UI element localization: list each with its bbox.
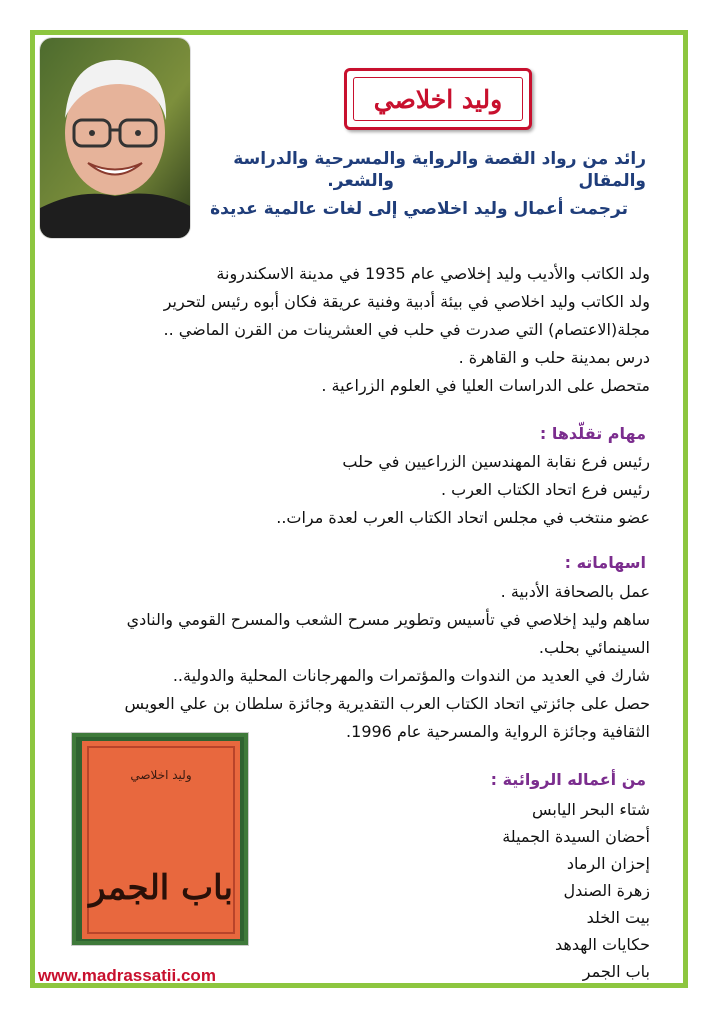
list-item: شارك في العديد من الندوات والمؤتمرات والمهرجانات المحلية والدولية.. xyxy=(172,666,650,685)
contributions-heading: اسهاماته : xyxy=(564,553,646,572)
intro-line-1: رائد من رواد القصة والرواية والمسرحية والدراسة والمقال xyxy=(233,149,646,191)
list-item: السينمائي بحلب. xyxy=(538,638,650,657)
bio-line: ولد الكاتب وليد اخلاصي في بيئة أدبية وفنية عريقة فكان أبوه رئيس لتحرير xyxy=(163,292,650,311)
list-item: باب الجمر xyxy=(582,962,650,981)
list-item: الثقافية وجائزة الرواية والمسرحية عام 1996. xyxy=(346,722,650,741)
list-item: بيت الخلد xyxy=(586,908,650,927)
list-item: عضو منتخب في مجلس اتحاد الكتاب العرب لعدة مرات.. xyxy=(276,508,650,527)
intro-line-2: والشعر. xyxy=(327,171,394,191)
list-item: ساهم وليد إخلاصي في تأسيس وتطوير مسرح الشعب والمسرح القومي والنادي xyxy=(126,610,650,629)
page-title: وليد اخلاصي xyxy=(373,85,503,114)
website-link[interactable]: www.madrassatii.com xyxy=(38,966,216,985)
novels-list xyxy=(90,796,650,985)
list-item: شتاء البحر اليابس xyxy=(532,800,650,819)
biography xyxy=(90,260,650,400)
intro-line-3: ترجمت أعمال وليد اخلاصي إلى لغات عالمية عديدة xyxy=(210,199,628,219)
bio-line: ولد الكاتب والأديب وليد إخلاصي عام 1935 في مدينة الاسكندرونة xyxy=(216,264,650,283)
bio-line: مجلة(الاعتصام) التي صدرت في حلب في العشرينات من القرن الماضي .. xyxy=(163,320,650,339)
bio-line: درس بمدينة حلب و القاهرة . xyxy=(458,348,650,367)
list-item: أحضان السيدة الجميلة xyxy=(502,827,650,846)
contributions-list xyxy=(90,578,650,746)
list-item: إحزان الرماد xyxy=(566,854,650,873)
list-item: زهرة الصندل xyxy=(563,881,650,900)
title-box xyxy=(344,68,532,130)
list-item: رئيس فرع اتحاد الكتاب العرب . xyxy=(440,480,650,499)
positions-list xyxy=(90,448,650,532)
bio-line: متحصل على الدراسات العليا في العلوم الزراعية . xyxy=(321,376,650,395)
book-cover-author: وليد اخلاصي xyxy=(130,768,192,782)
list-item: حكايات الهدهد xyxy=(554,935,650,954)
list-item: رئيس فرع نقابة المهندسين الزراعيين في حلب xyxy=(342,452,650,471)
positions-heading: مهام تقلّدها : xyxy=(539,424,646,443)
list-item: عمل بالصحافة الأدبية . xyxy=(500,582,650,601)
book-cover-title: باب الجمر xyxy=(89,868,233,908)
novels-heading: من أعماله الروائية : xyxy=(490,770,646,789)
list-item: حصل على جائزتي اتحاد الكتاب العرب التقديرية وجائزة سلطان بن علي العويس xyxy=(124,694,650,713)
